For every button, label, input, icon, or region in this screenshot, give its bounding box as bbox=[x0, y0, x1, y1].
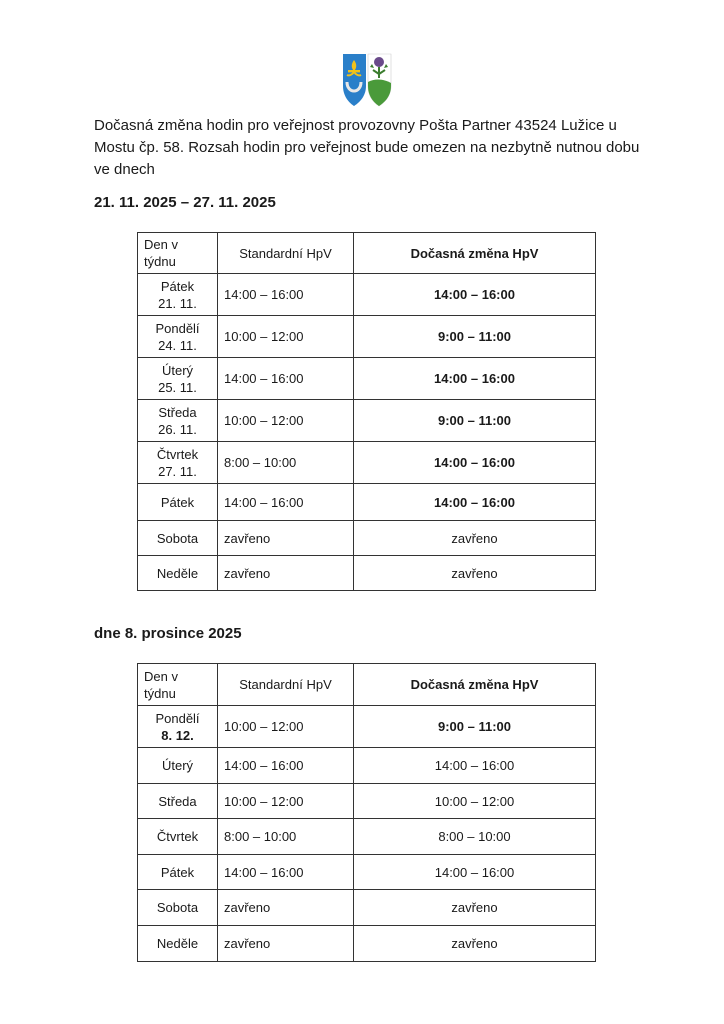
day-cell: Pondělí 8. 12. bbox=[138, 706, 218, 748]
standard-hours: zavřeno bbox=[218, 926, 354, 962]
standard-hours: 10:00 – 12:00 bbox=[218, 784, 354, 819]
standard-hours: 14:00 – 16:00 bbox=[218, 855, 354, 890]
table-row bbox=[138, 748, 596, 784]
day-cell: Čtvrtek 27. 11. bbox=[138, 442, 218, 484]
temporary-hours: zavřeno bbox=[354, 926, 596, 962]
section2-heading: dne 8. prosince 2025 bbox=[94, 625, 242, 642]
standard-hours: 10:00 – 12:00 bbox=[218, 316, 354, 358]
header-temporary: Dočasná změna HpV bbox=[354, 664, 596, 706]
temporary-hours: 14:00 – 16:00 bbox=[354, 484, 596, 521]
temporary-hours: 14:00 – 16:00 bbox=[354, 748, 596, 784]
day-cell: Neděle bbox=[138, 926, 218, 962]
standard-hours: 10:00 – 12:00 bbox=[218, 400, 354, 442]
table-row bbox=[138, 784, 596, 819]
table-row bbox=[138, 556, 596, 591]
temporary-hours: 10:00 – 12:00 bbox=[354, 784, 596, 819]
day-cell: Čtvrtek bbox=[138, 819, 218, 855]
standard-hours: 8:00 – 10:00 bbox=[218, 819, 354, 855]
header-temporary: Dočasná změna HpV bbox=[354, 233, 596, 274]
temporary-hours: 14:00 – 16:00 bbox=[354, 274, 596, 316]
day-cell: Pátek 21. 11. bbox=[138, 274, 218, 316]
standard-hours: 14:00 – 16:00 bbox=[218, 484, 354, 521]
header-standard: Standardní HpV bbox=[218, 664, 354, 706]
day-cell: Sobota bbox=[138, 521, 218, 556]
header-day: Den v týdnu bbox=[138, 664, 218, 706]
table-row bbox=[138, 274, 596, 316]
table-row bbox=[138, 484, 596, 521]
section1-heading: 21. 11. 2025 – 27. 11. 2025 bbox=[94, 194, 276, 211]
table-row bbox=[138, 400, 596, 442]
standard-hours: 14:00 – 16:00 bbox=[218, 748, 354, 784]
table-row bbox=[138, 521, 596, 556]
header-day: Den v týdnu bbox=[138, 233, 218, 274]
day-cell: Úterý 25. 11. bbox=[138, 358, 218, 400]
standard-hours: 14:00 – 16:00 bbox=[218, 274, 354, 316]
table-row bbox=[138, 855, 596, 890]
table-row bbox=[138, 926, 596, 962]
day-cell: Pátek bbox=[138, 855, 218, 890]
standard-hours: zavřeno bbox=[218, 890, 354, 926]
day-cell: Pondělí 24. 11. bbox=[138, 316, 218, 358]
standard-hours: 10:00 – 12:00 bbox=[218, 706, 354, 748]
temporary-hours: 14:00 – 16:00 bbox=[354, 442, 596, 484]
intro-text: Dočasná změna hodin pro veřejnost provozovny Pošta Partner 43524 Lužice u Mostu čp. 58. Rozsah hodin pro veřejnost bude omezen na nezbytně nutnou dobu ve dnech bbox=[94, 117, 640, 178]
table-row bbox=[138, 819, 596, 855]
table-row bbox=[138, 358, 596, 400]
coat-of-arms-logo bbox=[339, 52, 395, 108]
standard-hours: zavřeno bbox=[218, 556, 354, 591]
temporary-hours: 8:00 – 10:00 bbox=[354, 819, 596, 855]
temporary-hours: 9:00 – 11:00 bbox=[354, 400, 596, 442]
temporary-hours: zavřeno bbox=[354, 521, 596, 556]
hours-table-november bbox=[137, 232, 596, 591]
standard-hours: 14:00 – 16:00 bbox=[218, 358, 354, 400]
day-cell: Úterý bbox=[138, 748, 218, 784]
table-row bbox=[138, 706, 596, 748]
temporary-hours: 14:00 – 16:00 bbox=[354, 358, 596, 400]
table-header-row bbox=[138, 233, 596, 274]
day-cell: Sobota bbox=[138, 890, 218, 926]
standard-hours: 8:00 – 10:00 bbox=[218, 442, 354, 484]
temporary-hours: 9:00 – 11:00 bbox=[354, 706, 596, 748]
table-header-row bbox=[138, 664, 596, 706]
day-cell: Středa bbox=[138, 784, 218, 819]
temporary-hours: 9:00 – 11:00 bbox=[354, 316, 596, 358]
temporary-hours: zavřeno bbox=[354, 556, 596, 591]
day-cell: Středa 26. 11. bbox=[138, 400, 218, 442]
header-standard: Standardní HpV bbox=[218, 233, 354, 274]
temporary-hours: zavřeno bbox=[354, 890, 596, 926]
standard-hours: zavřeno bbox=[218, 521, 354, 556]
day-cell: Pátek bbox=[138, 484, 218, 521]
table-row bbox=[138, 316, 596, 358]
day-cell: Neděle bbox=[138, 556, 218, 591]
hours-table-december bbox=[137, 663, 596, 962]
temporary-hours: 14:00 – 16:00 bbox=[354, 855, 596, 890]
table-row bbox=[138, 890, 596, 926]
table-row bbox=[138, 442, 596, 484]
